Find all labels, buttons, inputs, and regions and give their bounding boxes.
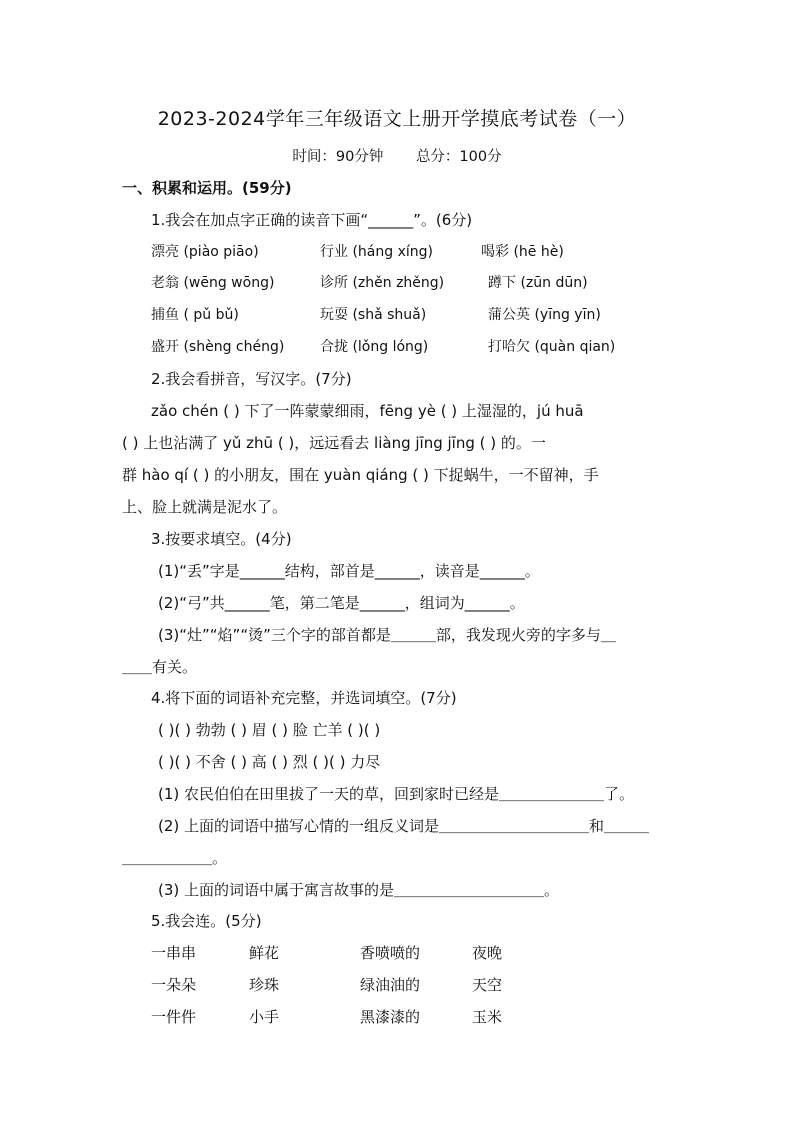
match-word: 一串串 <box>151 944 197 962</box>
idiom-row: ( )( ) 勃勃 ( ) 眉 ( ) 脸 亡羊 ( )( ) <box>158 721 381 739</box>
match-word: 一件件 <box>151 1008 197 1026</box>
pinyin-choice: 老翁 (wēng wōng) <box>151 275 275 291</box>
fill-blank-item: (1)“丢”字是______结构，部首是______，读音是______。 <box>158 562 540 580</box>
question-5-prompt: 5.我会连。(5分) <box>151 912 262 930</box>
section-heading: 一、积累和运用。(59分) <box>122 179 292 197</box>
match-word: 天空 <box>472 976 503 994</box>
match-word: 珍珠 <box>249 976 280 994</box>
fill-blank-item: ＿＿有关。 <box>122 658 198 676</box>
passage-line: zǎo chén ( ) 下了一阵蒙蒙细雨，fēng yè ( ) 上湿湿的，jú huā <box>151 402 584 420</box>
pinyin-choice: 合拢 (lǒng lóng) <box>320 339 429 355</box>
pinyin-choice: 蒲公英 (yīng yīn) <box>488 307 601 323</box>
pinyin-choice: 捕鱼 ( pǔ bǔ) <box>151 307 239 323</box>
question-4-prompt: 4.将下面的词语补充完整，并选词填空。(7分) <box>151 689 457 707</box>
match-word: 黑漆漆的 <box>360 1008 421 1026</box>
fill-blank-item: (2) 上面的词语中描写心情的一组反义词是＿＿＿＿＿＿＿＿＿＿和＿＿＿ <box>158 817 650 835</box>
match-word: 玉米 <box>472 1008 503 1026</box>
match-word: 香喷喷的 <box>360 944 421 962</box>
match-word: 鲜花 <box>249 944 280 962</box>
pinyin-choice: 蹲下 (zūn dūn) <box>488 275 588 291</box>
pinyin-choice: 打哈欠 (quàn qian) <box>488 339 616 355</box>
pinyin-choice: 盛开 (shèng chéng) <box>151 339 285 355</box>
question-3-prompt: 3.按要求填空。(4分) <box>151 530 292 548</box>
passage-line: 群 hào qí ( ) 的小朋友，围在 yuàn qiáng ( ) 下捉蜗牛，一不留神，手 <box>122 466 599 484</box>
fill-blank-item: (1) 农民伯伯在田里拔了一天的草，回到家时已经是＿＿＿＿＿＿＿了。 <box>158 785 635 803</box>
fill-blank-item: (3) 上面的词语中属于寓言故事的是＿＿＿＿＿＿＿＿＿＿。 <box>158 881 560 899</box>
passage-line: ( ) 上也沾满了 yǔ zhū ( )，远远看去 liàng jīng jīng ( ) 的。一 <box>122 434 546 452</box>
exam-meta <box>0 145 794 166</box>
fill-blank-item: (2)“弓”共______笔，第二笔是______，组词为______。 <box>158 594 525 612</box>
pinyin-choice: 玩耍 (shǎ shuǎ) <box>320 307 427 323</box>
question-1-prompt: 1.我会在加点字正确的读音下画“______”。(6分) <box>151 211 473 229</box>
pinyin-choice: 行业 (háng xíng) <box>320 244 433 260</box>
fill-blank-item: (3)“灶”“焰”“烫”三个字的部首都是＿＿＿部，我发现火旁的字多与＿ <box>158 626 616 644</box>
match-word: 小手 <box>249 1008 280 1026</box>
pinyin-choice: 漂亮 (piào piāo) <box>151 244 259 260</box>
match-word: 绿油油的 <box>360 976 421 994</box>
pinyin-choice: 喝彩 (hē hè) <box>481 244 564 260</box>
idiom-row: ( )( ) 不舍 ( ) 高 ( ) 烈 ( )( ) 力尽 <box>158 753 381 771</box>
fill-blank-item: ＿＿＿＿＿＿。 <box>122 849 228 867</box>
match-word: 一朵朵 <box>151 976 197 994</box>
total-score: 总分：100分 <box>415 149 502 165</box>
question-2-prompt: 2.我会看拼音，写汉字。(7分) <box>151 370 352 388</box>
time-limit: 时间：90分钟 <box>292 149 384 165</box>
exam-title: 2023-2024学年三年级语文上册开学摸底考试卷（一） <box>157 108 637 130</box>
pinyin-choice: 诊所 (zhěn zhěng) <box>320 275 445 291</box>
passage-line: 上、脸上就满是泥水了。 <box>122 498 288 516</box>
match-word: 夜晚 <box>472 944 503 962</box>
